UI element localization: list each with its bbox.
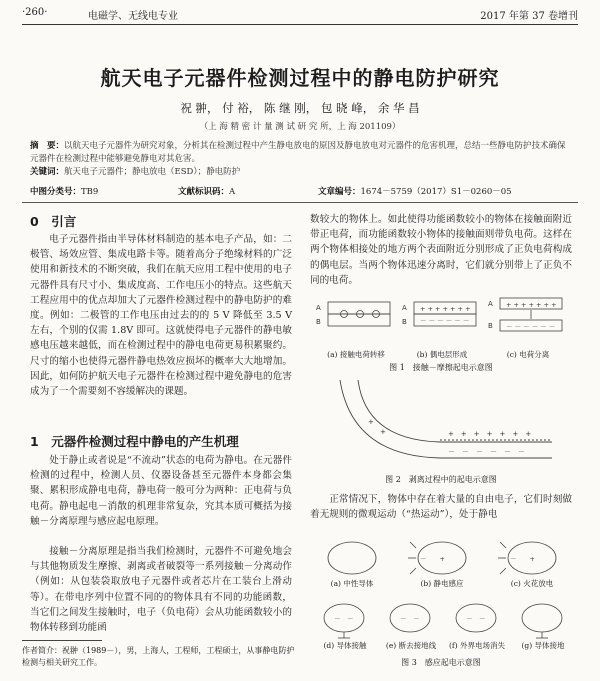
journal-info: 2017 年第 37 卷增刊 — [480, 11, 578, 22]
fig1a-object-b — [328, 314, 390, 326]
fig3-sub-d: (d) 导体接触 — [323, 641, 367, 650]
fig3-sub-f: (f) 外界电场消失 — [448, 641, 505, 650]
section-0-heading: 0 引言 — [30, 214, 77, 229]
author-footnote: 作者简介：祝翀（1989－），男，上海人，工程师，工程硕士，从事静电防护检测与相关研究工作。 — [22, 646, 295, 667]
header-rule — [22, 24, 578, 25]
fig1b-label-a: A — [402, 304, 407, 312]
abstract-block — [30, 140, 570, 179]
keywords — [30, 166, 570, 179]
document-code: 文献标识码：A — [178, 187, 236, 197]
fig3-caption: 图 3 感应起电示意图 — [401, 658, 481, 667]
fig3a-conductor — [328, 542, 376, 574]
figure-2-drawing — [330, 378, 560, 470]
fig3c-field-line — [500, 568, 506, 574]
svg-text:－ － － － － －: － － － － － － — [420, 317, 470, 325]
fig1c-label-a: A — [488, 300, 493, 308]
svg-text:+: + — [368, 418, 374, 426]
fig3g-conductor — [522, 604, 562, 632]
svg-text:－ －: － － — [334, 615, 354, 623]
running-section: 电磁学、无线电专业 — [88, 11, 178, 22]
fig3b-field-line — [410, 568, 416, 574]
keywords-text: 航天电子元器件；静电放电（ESD）；静电防护 — [64, 167, 241, 177]
fig1-sub-a: (a) 接触电荷转移 — [327, 350, 385, 359]
fig3c-field-line — [500, 542, 506, 548]
fig1b-label-b: B — [402, 318, 407, 326]
fig1a-label-a: A — [316, 304, 321, 312]
section-1-paragraph-2: 接触－分离原理是指当我们检测时，元器件不可避免地会与其他物质发生摩擦、剥离或者破裂等一系列接触－分离动作（例如：从包装袋取放电子元器件或者芯片在工装台上滑动等）。在带电序列中位置不同的的物体具有不同的功能函数，当它们之间发生接触时，电子（负电荷）会从功能函数较小的物体转移到功能函 — [30, 546, 292, 634]
fig1a-object-a — [328, 302, 390, 314]
right-paragraph-1: 数较大的物体上。如此使得功能函数较小的物体在接触面附近带正电荷，而功能函数较小物体的接触面则带负电荷。这样在两个物体相接处的地方两个表面附近分别形成了正负电荷构成的偶电层。当两个物体迅速分离时，它们就分别带上了正负不同的电荷。 — [310, 214, 572, 286]
fig3-sub-e: (e) 断去接地线 — [385, 641, 437, 650]
fig2-caption: 图 2 剥离过程中的起电示意图 — [385, 475, 497, 484]
fig1-sub-c: (c) 电荷分离 — [506, 350, 550, 359]
abstract-text: 以航天电子元器件为研究对象，分析其在检测过程中产生静电放电的原因及静电放电对元器件的危害机理，总结一些静电防护技术确保元器件在检测过程中能够避免静电对其危害。 — [30, 141, 566, 164]
fig1a-label-b: B — [316, 318, 321, 326]
affiliation: （上 海 精 密 计 量 测 试 研 究 所，上 海 201109） — [199, 122, 401, 132]
fig3-sub-a: (a) 中性导体 — [330, 579, 374, 588]
abstract — [30, 140, 570, 166]
fig1-sub-b: (b) 偶电层形成 — [416, 350, 468, 359]
keywords-label: 关键词： — [30, 167, 65, 177]
svg-text:+ + + + + + +: + + + + + + + — [506, 301, 557, 309]
clc-number: 中图分类号：TB9 — [30, 187, 99, 197]
section-1-heading: 1 元器件检测过程中静电的产生机理 — [30, 434, 239, 449]
section-0-paragraph: 电子元器件指由半导体材料制造的基本电子产品，如：二极管、场效应管、集成电路卡等。随着高分子绝缘材料的广泛使用和新技术的不断突破，我们在航天应用工程中使用的电子元器件具有尺寸小、集成度高、工作电压小的特点。这些航天工程应用中的优点却加大了元器件检测过程中的静电防护的难度。例如：二极管的工作电压由过去的的 5 V 降低至 3.5 V 左右，个别的仅需 1.8V 即可。这就使得电子元器件的静电敏感电压越来越低，而在检测过程中的静电电荷更易积累聚约。尺寸的缩小也使得元器件静电热效应损坏的概率大大地增加。因此，如何防护航天电子元器件在检测过程中避免静电的危害成为了一个需要刻不容缓解决的课题。 — [30, 234, 292, 398]
figure-3-drawing — [312, 534, 574, 652]
meta-rule — [22, 202, 578, 203]
svg-text:+ + + + + + +: + + + + + + + — [448, 430, 532, 438]
svg-text:－ －: － － — [400, 615, 420, 623]
fig3b-field-line — [410, 542, 416, 548]
footnote-rule — [22, 640, 102, 641]
fig3-sub-c: (c) 火花放电 — [510, 579, 554, 588]
svg-text:+: + — [380, 428, 386, 436]
svg-text:－ +: － + — [510, 555, 535, 563]
authors: 祝 翀， 付 裕， 陈 继 刚， 包 晓 峰， 余 华 昌 — [180, 101, 420, 115]
page-number: ·260· — [22, 7, 48, 18]
svg-text:+ + + + + + +: + + + + + + + — [420, 305, 471, 313]
fig1-caption: 图 1 接触－摩擦起电示意图 — [389, 363, 493, 372]
svg-text:－ － － － － －: － － － － － － — [506, 323, 556, 331]
right-paragraph-2: 正常情况下，物体中存在着大量的自由电子，它们时刻做着无规则的微观运动（“热运动”），处于静电 — [310, 494, 572, 521]
svg-text:－ －: － － — [466, 615, 486, 623]
fig1c-label-b: B — [488, 322, 493, 330]
paper-title: 航天电子元器件检测过程中的静电防护研究 — [100, 66, 500, 90]
section-1-paragraph-1: 处于静止或者说是“不流动”状态的电荷为静电。在元器件检测的过程中，检测人员、仪器设备甚至元器件本身都会集聚、累积形成静电电荷，静电荷一般可分为两种：正电荷与负电荷。静电起电－消散的机理非常复杂，究其本质可概括为接触－分离原理与感应起电原理。 — [30, 455, 292, 527]
svg-text:－ +: － + — [420, 555, 445, 563]
svg-text:－ － － － － －: － － － － － － — [448, 448, 525, 456]
fig3-sub-b: (b) 静电感应 — [420, 579, 464, 588]
abstract-label: 摘 要： — [30, 141, 65, 151]
article-number: 文章编号：1674－5759（2017）S1－0260－05 — [318, 187, 512, 197]
fig3-sub-g: (g) 导体接地 — [521, 641, 565, 650]
figure-1-drawing — [310, 292, 578, 348]
